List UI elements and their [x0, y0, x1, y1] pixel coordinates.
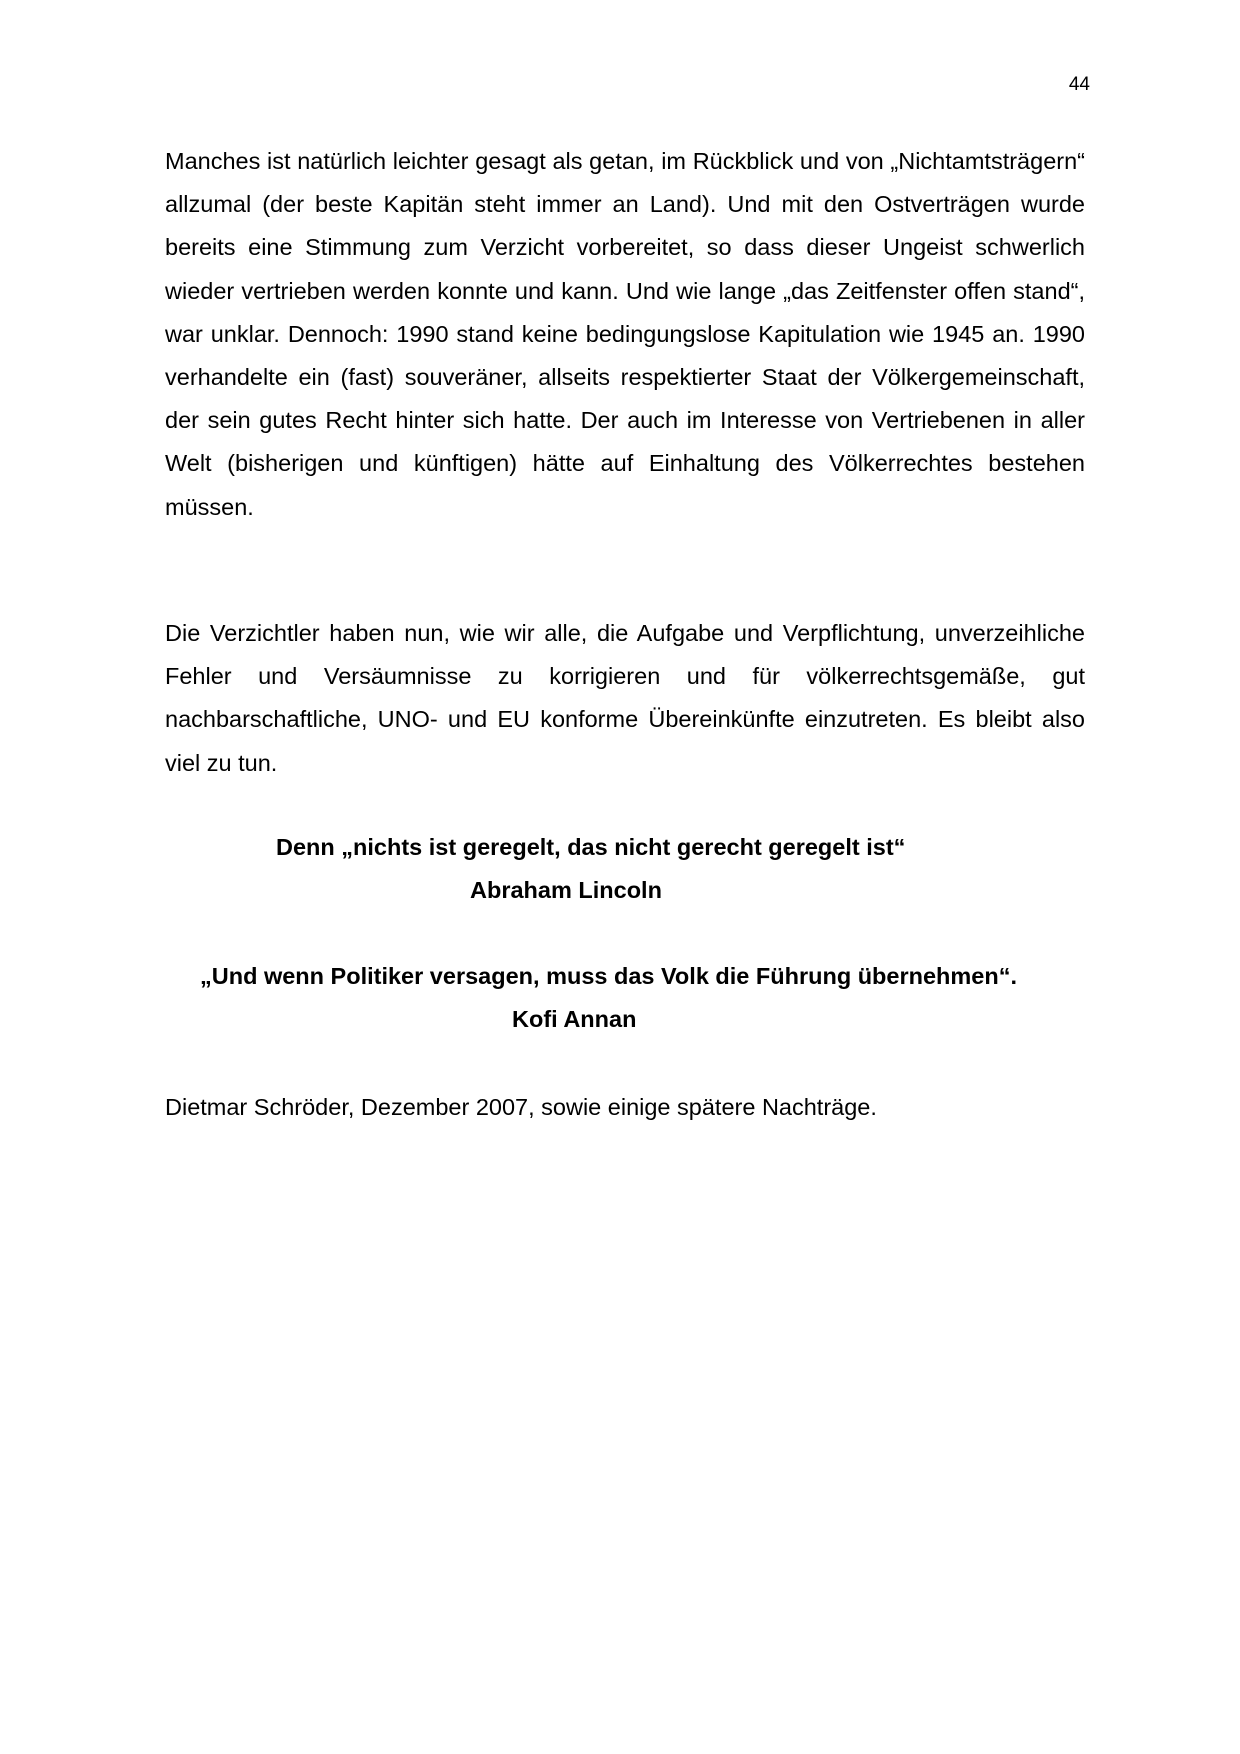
- page-number: 44: [1068, 74, 1090, 95]
- quote-text: „Und wenn Politiker versagen, muss das Volk die Führung übernehmen“.: [200, 963, 1018, 989]
- paragraph-2: Die Verzichtler haben nun, wie wir alle, die Aufgabe und Verpflichtung, unverzeihliche Fehler und Versäumnisse zu korrigieren und für völkerrechtsgemäße, gut nachbarschaftliche, UNO- und EU konforme Übereinkünfte einzutreten. Es bleibt also viel zu tun.: [165, 620, 1085, 776]
- quote-author: Abraham Lincoln: [470, 877, 662, 903]
- signature-line: Dietmar Schröder, Dezember 2007, sowie einige spätere Nachträge.: [165, 1094, 877, 1120]
- quote-author: Kofi Annan: [512, 1006, 637, 1032]
- quote-text: Denn „nichts ist geregelt, das nicht gerecht geregelt ist“: [276, 834, 906, 860]
- paragraph-1: Manches ist natürlich leichter gesagt als getan, im Rückblick und von „Nichtamtsträgern“ allzumal (der beste Kapitän steht immer an Land). Und mit den Ostverträgen wurde bereits eine Stimmung zum Verzicht vorbereitet, so dass dieser Ungeist schwerlich wieder vertrieben werden konnte und kann. Und wie lange „das Zeitfenster offen stand“, war unklar. Dennoch: 1990 stand keine bedingungslose Kapitulation wie 1945 an. 1990 verhandelte ein (fast) souveräner, allseits respektierter Staat der Völkergemeinschaft, der sein gutes Recht hinter sich hatte. Der auch im Interesse von Vertriebenen in aller Welt (bisherigen und künftigen) hätte auf Einhaltung des Völkerrechtes bestehen müssen.: [165, 148, 1085, 520]
